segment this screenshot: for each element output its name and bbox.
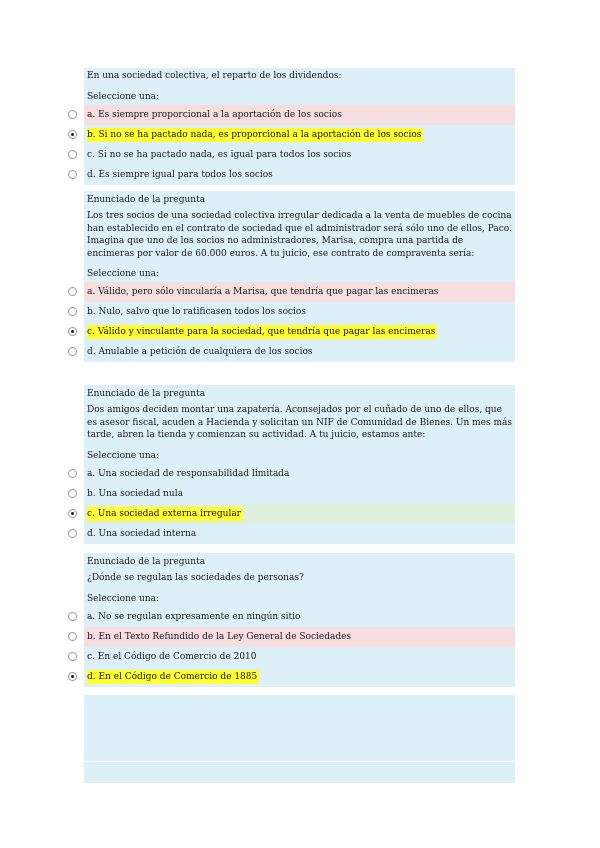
- question-1: [84, 68, 515, 185]
- question-heading: Enunciado de la pregunta: [84, 191, 515, 208]
- radio-button[interactable]: [68, 150, 77, 159]
- option-a[interactable]: [84, 464, 515, 484]
- option-label: a. Es siempre proporcional a la aportación de los socios: [87, 109, 342, 120]
- option-c[interactable]: [84, 647, 515, 667]
- question-heading: Enunciado de la pregunta: [84, 553, 515, 570]
- option-label: c. En el Código de Comercio de 2010: [87, 651, 257, 662]
- option-d[interactable]: [84, 165, 515, 185]
- select-label: Seleccione una:: [84, 444, 515, 464]
- question-2: [84, 191, 515, 362]
- option-c[interactable]: [84, 504, 515, 524]
- radio-button-checked[interactable]: [68, 672, 77, 681]
- option-b[interactable]: [84, 125, 515, 145]
- radio-button[interactable]: [68, 110, 77, 119]
- radio-button[interactable]: [68, 529, 77, 538]
- option-a[interactable]: [84, 607, 515, 627]
- radio-button[interactable]: [68, 287, 77, 296]
- radio-button[interactable]: [68, 489, 77, 498]
- option-label: c. Válido y vinculante para la sociedad, que tendría que pagar las encimeras: [87, 327, 436, 337]
- radio-button[interactable]: [68, 307, 77, 316]
- option-label: c. Si no se ha pactado nada, es igual para todos los socios: [87, 149, 352, 160]
- question-text: En una sociedad colectiva, el reparto de los dividendos:: [84, 68, 515, 85]
- radio-button-checked[interactable]: [68, 327, 77, 336]
- radio-button[interactable]: [68, 612, 77, 621]
- option-label: d. Una sociedad interna: [87, 528, 197, 539]
- option-label: a. Una sociedad de responsabilidad limitada: [87, 468, 290, 479]
- option-label: b. Una sociedad nula: [87, 488, 183, 499]
- option-a[interactable]: [84, 105, 515, 125]
- question-text: Los tres socios de una sociedad colectiva irregular dedicada a la venta de muebles de cocina han establecido en el contrato de sociedad que el administrador será sólo uno de ellos, Paco. Imagina que uno de los socios no administradores, Marisa, compra una partida de encimeras por valor de 60.000 euros. A tu juicio, ese contrato de compraventa sería:: [84, 208, 515, 262]
- option-label: a. No se regulan expresamente en ningún sitio: [87, 611, 301, 622]
- option-d[interactable]: [84, 342, 515, 362]
- option-label: c. Una sociedad externa irregular: [87, 508, 241, 519]
- radio-button[interactable]: [68, 652, 77, 661]
- option-b[interactable]: [84, 484, 515, 504]
- option-c[interactable]: [84, 322, 515, 342]
- option-label: b. Si no se ha pactado nada, es proporcional a la aportación de los socios: [87, 129, 422, 140]
- option-label: d. Anulable a petición de cualquiera de los socios: [87, 347, 313, 357]
- radio-button-checked[interactable]: [68, 509, 77, 518]
- option-label: a. Válido, pero sólo vincularía a Marisa, que tendría que pagar las encimeras: [87, 287, 439, 297]
- radio-button[interactable]: [68, 170, 77, 179]
- radio-button-checked[interactable]: [68, 130, 77, 139]
- option-label: b. En el Texto Refundido de la Ley General de Sociedades: [87, 631, 352, 642]
- option-label: d. En el Código de Comercio de 1885: [87, 671, 258, 682]
- option-label: b. Nulo, salvo que lo ratificasen todos los socios: [87, 307, 306, 317]
- empty-panel: [84, 695, 515, 783]
- question-text: Dos amigos deciden montar una zapatería. Aconsejados por el cuñado de uno de ellos, que es asesor fiscal, acuden a Hacienda y solicitan un NIF de Comunidad de Bienes. Un mes más tarde, abren la tienda y comienzan su actividad. A tu juicio, estamos ante:: [84, 402, 515, 444]
- option-label: d. Es siempre igual para todos los socios: [87, 169, 273, 180]
- question-3: [84, 385, 515, 544]
- divider: [84, 761, 515, 762]
- option-b[interactable]: [84, 627, 515, 647]
- option-c[interactable]: [84, 145, 515, 165]
- select-label: Seleccione una:: [84, 85, 515, 105]
- radio-button[interactable]: [68, 632, 77, 641]
- question-heading: Enunciado de la pregunta: [84, 385, 515, 402]
- radio-button[interactable]: [68, 469, 77, 478]
- question-4: [84, 553, 515, 687]
- select-label: Seleccione una:: [84, 262, 515, 282]
- question-text: ¿Dónde se regulan las sociedades de personas?: [84, 570, 515, 587]
- select-label: Seleccione una:: [84, 587, 515, 607]
- option-a[interactable]: [84, 282, 515, 302]
- option-b[interactable]: [84, 302, 515, 322]
- radio-button[interactable]: [68, 347, 77, 356]
- option-d[interactable]: [84, 667, 515, 687]
- option-d[interactable]: [84, 524, 515, 544]
